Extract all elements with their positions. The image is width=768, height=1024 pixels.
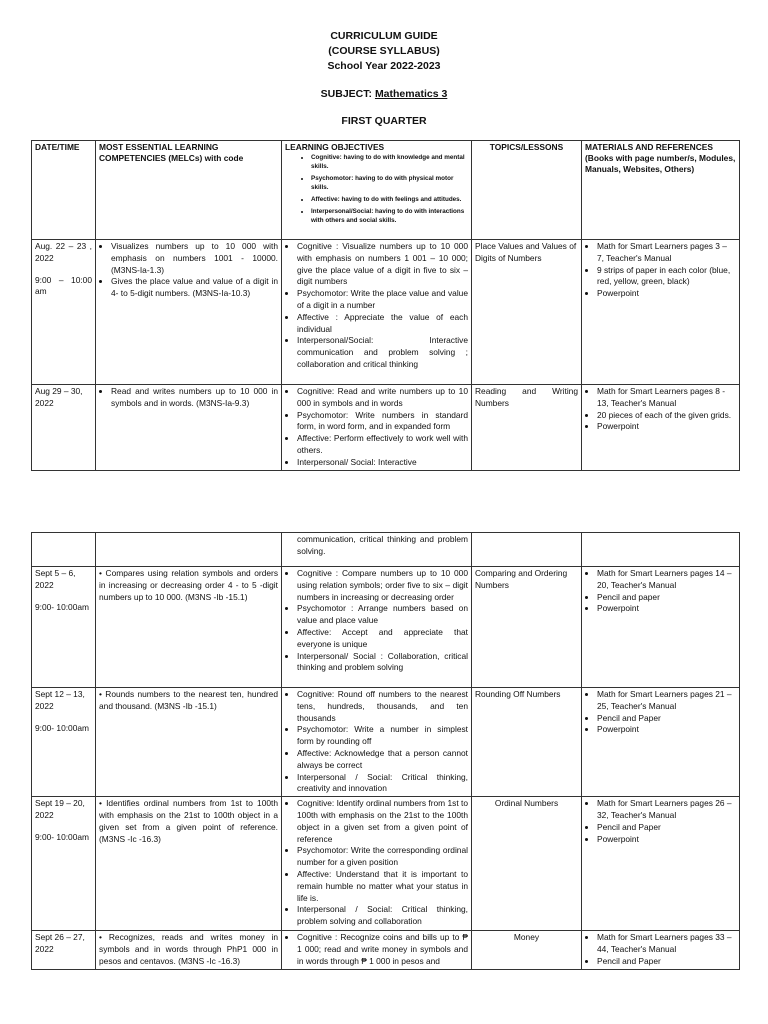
materials-cell bbox=[582, 931, 740, 969]
topic-cell: Reading and Writing Numbers bbox=[472, 385, 582, 471]
list-item: • Psychomotor: Write a number in simplest form by rounding off bbox=[297, 724, 468, 748]
melc-cell bbox=[96, 931, 282, 969]
list-item: • Powerpoint bbox=[597, 288, 736, 300]
list-item: • Interpersonal/ Social: Interactive bbox=[297, 457, 468, 469]
list-item: • Pencil and Paper bbox=[597, 956, 736, 968]
list-item: • Math for Smart Learners pages 21 – 25, Teacher's Manual bbox=[597, 689, 736, 713]
objectives-cell bbox=[282, 240, 472, 385]
materials-cell bbox=[582, 240, 740, 385]
list-item: • Cognitive: Read and write numbers up to 10 000 in symbols and in words bbox=[297, 386, 468, 410]
subject-value: Mathematics 3 bbox=[374, 88, 448, 100]
list-item: • Powerpoint bbox=[597, 834, 736, 846]
list-item: • Interpersonal / Social: Critical thinking, problem solving and collaboration bbox=[297, 904, 468, 928]
date-cell: Aug 29 – 30, 2022 bbox=[32, 385, 96, 471]
melc-cell bbox=[96, 240, 282, 385]
objectives-cell bbox=[282, 567, 472, 688]
list-item: • Math for Smart Learners pages 3 – 7, Teacher's Manual bbox=[597, 241, 736, 265]
list-item: • Math for Smart Learners pages 8 - 13, Teacher's Manual bbox=[597, 386, 736, 410]
melc-cell bbox=[96, 797, 282, 931]
list-item: • Gives the place value and value of a digit in 4- to 5-digit numbers. (M3NS-Ia-10.3) bbox=[111, 276, 278, 300]
date-cell bbox=[32, 240, 96, 385]
list-item: • Cognitive : Visualize numbers up to 10 000 with emphasis on numbers 1 001 – 10 000; give the place value of a digit in five to six – digit numbers bbox=[297, 241, 468, 288]
topic-cell: Rounding Off Numbers bbox=[472, 688, 582, 797]
list-item: • 20 pieces of each of the given grids. bbox=[597, 410, 736, 422]
objectives-cell bbox=[282, 385, 472, 471]
list-item: • Read and writes numbers up to 10 000 in symbols and in words. (M3NS-Ia-9.3) bbox=[111, 386, 278, 410]
list-item: • Psychomotor: having to do with physical motor skills. bbox=[311, 174, 468, 192]
objectives-cell bbox=[282, 797, 472, 931]
list-item: • Pencil and paper bbox=[597, 592, 736, 604]
list-item: • Powerpoint bbox=[597, 603, 736, 615]
list-item: • Affective: Accept and appreciate that everyone is unique bbox=[297, 627, 468, 651]
list-item: • Math for Smart Learners pages 33 – 44, Teacher's Manual bbox=[597, 932, 736, 956]
materials-cell bbox=[582, 688, 740, 797]
materials-cell bbox=[582, 385, 740, 471]
melc-text: Identifies ordinal numbers from 1st to 100th with emphasis on the 21st to 100th object in a given set from a given point of reference. (M3NS -Ic -16.3) bbox=[99, 798, 278, 844]
time-text: 9:00 – 10:00 am bbox=[35, 274, 92, 297]
list-item: • Psychomotor : Arrange numbers based on value and place value bbox=[297, 603, 468, 627]
subject-line bbox=[0, 87, 768, 102]
list-item: • Visualizes numbers up to 10 000 with emphasis on numbers 1001 - 10000. (M3NS-Ia-1.3) bbox=[111, 241, 278, 276]
date-cell bbox=[32, 797, 96, 931]
date-text: Sept 19 – 20, 2022 bbox=[35, 798, 85, 820]
list-item: • Affective: Understand that it is important to remain humble no matter what your status in life is. bbox=[297, 869, 468, 904]
table-row bbox=[32, 385, 740, 471]
list-item: • Powerpoint bbox=[597, 421, 736, 433]
list-item: • Affective: having to do with feelings and attitudes. bbox=[311, 195, 468, 204]
list-item: • Math for Smart Learners pages 26 – 32, Teacher's Manual bbox=[597, 798, 736, 822]
table-row bbox=[32, 797, 740, 931]
date-cell bbox=[32, 533, 96, 567]
syllabus-table-page1 bbox=[31, 140, 740, 471]
list-item: • Cognitive: Identify ordinal numbers from 1st to 100th with emphasis on the 21st to the 100th object in a given set from a given point of reference bbox=[297, 798, 468, 845]
date-text: Sept 12 – 13, 2022 bbox=[35, 689, 85, 711]
date-cell bbox=[32, 688, 96, 797]
objectives-continuation: communication, critical thinking and problem solving. bbox=[282, 533, 472, 567]
date-text: Aug. 22 – 23 , 2022 bbox=[35, 241, 92, 263]
list-item: • Affective : Appreciate the value of each individual bbox=[297, 312, 468, 336]
doc-subtitle: (COURSE SYLLABUS) bbox=[328, 45, 440, 57]
melc-cell bbox=[96, 533, 282, 567]
time-text: 9:00- 10:00am bbox=[35, 601, 90, 612]
date-cell bbox=[32, 567, 96, 688]
list-item: • Cognitive: having to do with knowledge and mental skills. bbox=[311, 153, 468, 171]
list-item: • Cognitive : Compare numbers up to 10 000 using relation symbols; order five to six – digit numbers in increasing or decreasing order bbox=[297, 568, 468, 603]
list-item: • Interpersonal/Social: having to do with interactions with others and social skills. bbox=[311, 207, 468, 225]
list-item: • Interpersonal/Social: Interactive communication and problem solving ; collaboration and critical thinking bbox=[297, 335, 468, 370]
objectives-cell bbox=[282, 688, 472, 797]
list-item: • Affective: Acknowledge that a person cannot always be correct bbox=[297, 748, 468, 772]
table-row bbox=[32, 567, 740, 688]
list-item: • Math for Smart Learners pages 14 – 20, Teacher's Manual bbox=[597, 568, 736, 592]
list-item: • Pencil and Paper bbox=[597, 822, 736, 834]
time-text: 9:00- 10:00am bbox=[35, 831, 90, 842]
materials-cell bbox=[582, 567, 740, 688]
melc-text: Rounds numbers to the nearest ten, hundred and thousand. (M3NS -Ib -15.1) bbox=[99, 689, 278, 711]
topic-cell: Place Values and Values of Digits of Numbers bbox=[472, 240, 582, 385]
col-melc: MOST ESSENTIAL LEARNING COMPETENCIES (MELCs) with code bbox=[96, 141, 282, 240]
table-row bbox=[32, 533, 740, 567]
subject-label: SUBJECT: bbox=[320, 88, 373, 100]
objective-types-list bbox=[285, 153, 468, 225]
table-row bbox=[32, 240, 740, 385]
col-materials: MATERIALS AND REFERENCES (Books with page number/s, Modules, Manuals, Websites, Others) bbox=[582, 141, 740, 240]
list-item: • Cognitive: Round off numbers to the nearest tens, hundreds, thousands, and ten thousands bbox=[297, 689, 468, 724]
col-objectives-label: LEARNING OBJECTIVES bbox=[285, 142, 385, 152]
topic-cell: Comparing and Ordering Numbers bbox=[472, 567, 582, 688]
list-item: • Pencil and Paper bbox=[597, 713, 736, 725]
objectives-cell bbox=[282, 931, 472, 969]
doc-title: CURRICULUM GUIDE bbox=[330, 30, 438, 42]
date-text: Sept 5 – 6, 2022 bbox=[35, 568, 76, 590]
melc-cell bbox=[96, 567, 282, 688]
table-row bbox=[32, 688, 740, 797]
quarter-title: FIRST QUARTER bbox=[341, 115, 427, 127]
list-item: • Interpersonal / Social: Critical thinking, creativity and innovation bbox=[297, 772, 468, 796]
list-item: • Interpersonal/ Social : Collaboration, critical thinking and problem solving bbox=[297, 651, 468, 675]
list-item: • Powerpoint bbox=[597, 724, 736, 736]
melc-cell bbox=[96, 385, 282, 471]
materials-cell bbox=[582, 797, 740, 931]
materials-cell bbox=[582, 533, 740, 567]
list-item: • Psychomotor: Write numbers in standard form, in word form, and in expanded form bbox=[297, 410, 468, 434]
list-item: • Affective: Perform effectively to work well with others. bbox=[297, 433, 468, 457]
melc-text: Recognizes, reads and writes money in symbols and in words through PhP1 000 in pesos and centavos. (M3NS -Ic -16.3) bbox=[99, 932, 278, 966]
topic-cell bbox=[472, 533, 582, 567]
col-objectives bbox=[282, 141, 472, 240]
list-item: • 9 strips of paper in each color (blue, red, yellow, green, black) bbox=[597, 265, 736, 289]
list-item: • Psychomotor: Write the corresponding ordinal number for a given position bbox=[297, 845, 468, 869]
date-cell: Sept 26 – 27, 2022 bbox=[32, 931, 96, 969]
list-item: • Psychomotor: Write the place value and value of a digit in a number bbox=[297, 288, 468, 312]
topic-cell: Money bbox=[472, 931, 582, 969]
table-header-row bbox=[32, 141, 740, 240]
syllabus-table-page2 bbox=[31, 532, 740, 970]
topic-cell: Ordinal Numbers bbox=[472, 797, 582, 931]
list-item: • Cognitive : Recognize coins and bills up to ₱ 1 000; read and write money in symbols and in words through ₱ 1 000 in pesos and bbox=[297, 932, 468, 967]
time-text: 9:00- 10:00am bbox=[35, 722, 90, 733]
melc-text: Compares using relation symbols and orders in increasing or decreasing order 4 - to 5 -digit numbers up to 10 000. (M3NS -Ib -15.1) bbox=[99, 568, 279, 602]
col-topics: TOPICS/LESSONS bbox=[472, 141, 582, 240]
table-row bbox=[32, 931, 740, 969]
melc-cell bbox=[96, 688, 282, 797]
col-date: DATE/TIME bbox=[32, 141, 96, 240]
school-year: School Year 2022-2023 bbox=[327, 60, 441, 72]
